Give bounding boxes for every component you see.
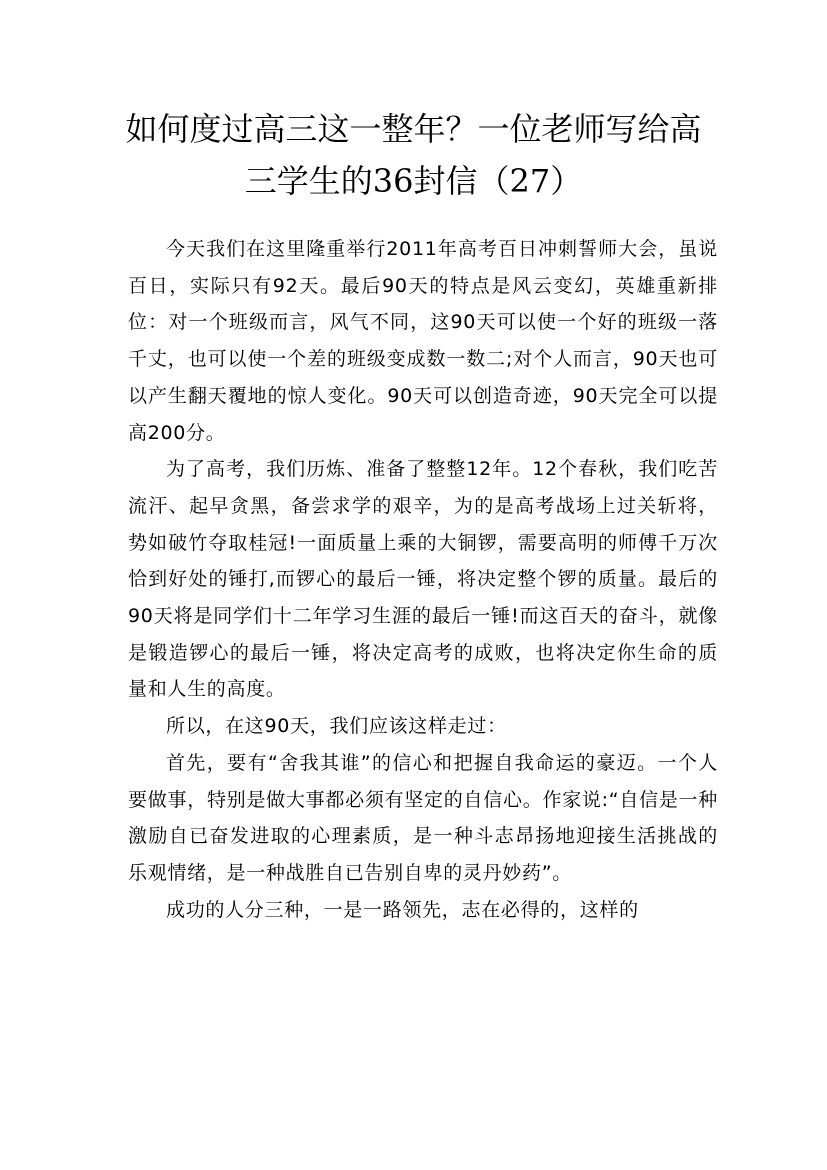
paragraph-1: 今天我们在这里隆重举行2011年高考百日冲刺誓师大会，虽说百日，实际只有92天。最后90天的特点是风云变幻，英雄重新排位：对一个班级而言，风气不同，这90天可以使一个好的班级一落千丈，也可以使一个差的班级变成数一数二;对个人而言，90天也可以产生翻天覆地的惊人变化。90天可以创造奇迹，90天完全可以提高200分。: [128, 238, 718, 444]
document-title: [110, 103, 717, 207]
title-line-1: 如何度过高三这一整年？一位老师写给高: [125, 110, 702, 148]
paragraph-3: 所以，在这90天，我们应该这样走过：: [166, 715, 507, 738]
paragraph-4: 首先，要有“舍我其谁”的信心和把握自我命运的豪迈。一个人要做事，特别是做大事都必须有坚定的自信心。作家说:“自信是一种激励自已奋发进取的心理素质，是一种斗志昂扬地迎接生活挑战的乐观情绪，是一种战胜自已告别自卑的灵丹妙药”。: [128, 751, 718, 884]
paragraph-5: 成功的人分三种，一是一路领先，志在必得的，这样的: [166, 898, 639, 921]
document-body: [128, 231, 718, 928]
paragraph-2: 为了高考，我们历炼、准备了整整12年。12个春秋，我们吃苦流汗、起早贪黑，备尝求学的艰辛，为的是高考战场上过关斩将，势如破竹夺取桂冠!一面质量上乘的大铜锣，需要高明的师傅千万次恰到好处的锤打,而锣心的最后一锤，将决定整个锣的质量。最后的90天将是同学们十二年学习生涯的最后一锤!而这百天的奋斗，就像是锻造锣心的最后一锤，将决定高考的成败，也将决定你生命的质量和人生的高度。: [128, 458, 718, 701]
title-line-2: 三学生的36封信（27）: [244, 162, 583, 200]
